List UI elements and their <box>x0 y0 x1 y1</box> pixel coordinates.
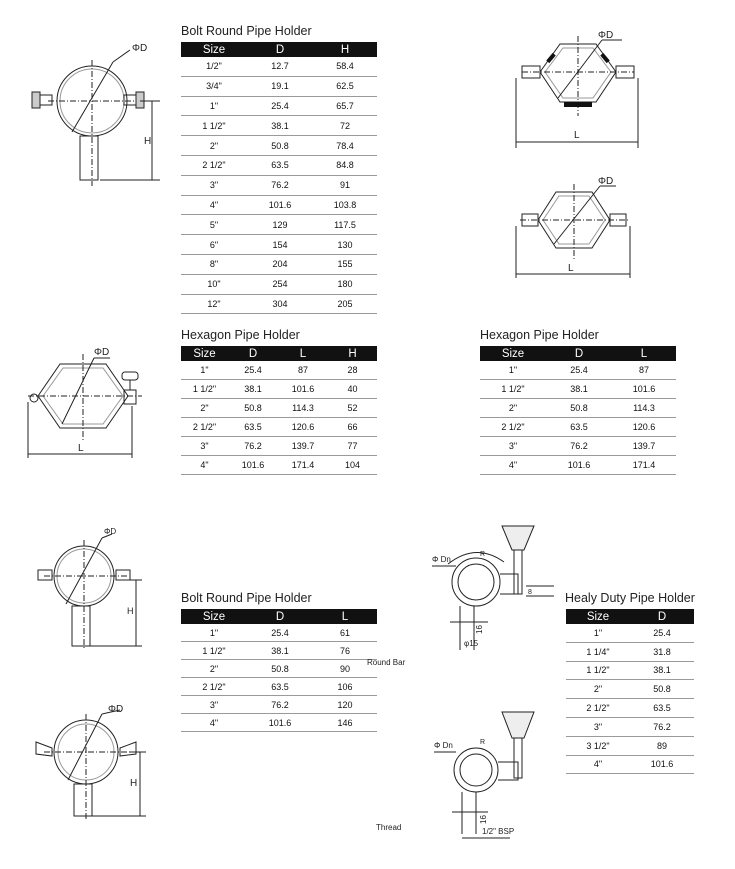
table-row <box>181 642 377 660</box>
table-cell: 25.4 <box>247 96 313 116</box>
column-header: Size <box>181 42 247 57</box>
table-cell: 4" <box>566 755 630 774</box>
table-cell: 50.8 <box>630 680 694 699</box>
table-cell: 76.2 <box>247 175 313 195</box>
table-cell: 155 <box>313 254 377 274</box>
table-cell: 77 <box>328 437 377 456</box>
table-row <box>181 678 377 696</box>
column-header: Size <box>181 346 228 361</box>
table-cell: 58.4 <box>313 57 377 76</box>
table-cell: 2" <box>181 136 247 156</box>
radius-label: R <box>480 739 486 746</box>
table-cell: 205 <box>313 294 377 314</box>
table-row <box>181 215 377 235</box>
table-cell: 76.2 <box>228 437 278 456</box>
phi-d-label: ΦD <box>598 30 614 41</box>
column-header: L <box>612 346 676 361</box>
table-row <box>566 699 694 718</box>
column-header: H <box>328 346 377 361</box>
table-cell: 106 <box>313 678 377 696</box>
table-4-title: Bolt Round Pipe Holder <box>181 591 312 605</box>
bolt-round-holder-drawing-2 <box>28 524 146 656</box>
table-cell: 117.5 <box>313 215 377 235</box>
table-row <box>566 624 694 642</box>
table-cell: 120.6 <box>278 418 328 437</box>
phi-d-label: ΦD <box>104 527 117 536</box>
table-cell: 63.5 <box>247 678 313 696</box>
table-cell: 63.5 <box>247 155 313 175</box>
table-cell: 38.1 <box>228 380 278 399</box>
table-cell: 4" <box>480 456 546 475</box>
table-cell: 101.6 <box>247 195 313 215</box>
dim-16-label: 16 <box>475 625 484 634</box>
table-row <box>181 399 377 418</box>
table-cell: 31.8 <box>630 642 694 661</box>
table-cell: 78.4 <box>313 136 377 156</box>
table-cell: 3" <box>181 696 247 714</box>
table-cell: 1 1/4" <box>566 642 630 661</box>
table-row <box>181 714 377 732</box>
table-row <box>480 380 676 399</box>
table-cell: 304 <box>247 294 313 314</box>
phi15-label: φ15 <box>464 639 479 648</box>
table-cell: 61 <box>313 624 377 642</box>
table-row <box>181 274 377 294</box>
table-cell: 76.2 <box>630 717 694 736</box>
table-cell: 25.4 <box>247 624 313 642</box>
table-3-title: Hexagon Pipe Holder <box>480 328 599 342</box>
table-cell: 72 <box>313 116 377 136</box>
round-bar-label: Round Bar <box>367 658 406 667</box>
table-cell: 91 <box>313 175 377 195</box>
column-header: Size <box>480 346 546 361</box>
table-cell: 2 1/2" <box>181 418 228 437</box>
dim-16-label: 16 <box>479 815 488 824</box>
column-header: D <box>546 346 612 361</box>
bolt-round-holder-drawing-3 <box>28 700 150 826</box>
table-row <box>181 624 377 642</box>
column-header: Size <box>566 609 630 624</box>
table-cell: 1 1/2" <box>566 661 630 680</box>
l-label: L <box>574 130 580 141</box>
table-cell: 76.2 <box>247 696 313 714</box>
table-row <box>181 235 377 255</box>
table-cell: 139.7 <box>612 437 676 456</box>
table-header-row <box>181 42 377 57</box>
table-cell: 28 <box>328 361 377 380</box>
table-cell: 50.8 <box>228 399 278 418</box>
table-2-title: Hexagon Pipe Holder <box>181 328 300 342</box>
phi-d-label: ΦD <box>94 347 110 358</box>
table-row <box>566 680 694 699</box>
table-cell: 101.6 <box>546 456 612 475</box>
table-cell: 2" <box>566 680 630 699</box>
l-label: L <box>78 443 84 454</box>
column-header: D <box>630 609 694 624</box>
table-row <box>181 136 377 156</box>
dim-8-label: 8 <box>528 589 532 596</box>
column-header: L <box>313 609 377 624</box>
table-cell: 63.5 <box>630 699 694 718</box>
column-header: D <box>247 609 313 624</box>
table-cell: 65.7 <box>313 96 377 116</box>
table-cell: 4" <box>181 456 228 475</box>
table-cell: 129 <box>247 215 313 235</box>
hexagon-holder-drawing-1 <box>508 26 646 154</box>
table-cell: 3/4" <box>181 76 247 96</box>
column-header: D <box>247 42 313 57</box>
table-row <box>181 116 377 136</box>
table-cell: 103.8 <box>313 195 377 215</box>
table-row <box>181 418 377 437</box>
table-cell: 101.6 <box>278 380 328 399</box>
table-row <box>181 456 377 475</box>
table-row <box>181 155 377 175</box>
table-cell: 101.6 <box>228 456 278 475</box>
table-cell: 114.3 <box>278 399 328 418</box>
table-cell: 101.6 <box>612 380 676 399</box>
table-cell: 3" <box>480 437 546 456</box>
table-cell: 104 <box>328 456 377 475</box>
table-row <box>480 361 676 380</box>
phi-dn-label: Φ Dn <box>432 555 451 564</box>
table-cell: 1 1/2" <box>181 380 228 399</box>
column-header: Size <box>181 609 247 624</box>
table-cell: 1 1/2" <box>181 116 247 136</box>
table-cell: 180 <box>313 274 377 294</box>
column-header: L <box>278 346 328 361</box>
table-row <box>480 399 676 418</box>
table-row <box>566 736 694 755</box>
table-cell: 8" <box>181 254 247 274</box>
table-row <box>480 437 676 456</box>
table-cell: 1" <box>566 624 630 642</box>
table-cell: 5" <box>181 215 247 235</box>
table-cell: 120 <box>313 696 377 714</box>
table-row <box>181 175 377 195</box>
table-cell: 1" <box>181 96 247 116</box>
table-row <box>566 717 694 736</box>
table-cell: 2 1/2" <box>566 699 630 718</box>
table-cell: 12" <box>181 294 247 314</box>
phi-dn-label: Φ Dn <box>434 741 453 750</box>
table-row <box>566 661 694 680</box>
table-cell: 3 1/2" <box>566 736 630 755</box>
hexagon-pipe-holder-table-2 <box>480 346 676 475</box>
table-cell: 3" <box>181 437 228 456</box>
table-cell: 89 <box>630 736 694 755</box>
bolt-round-pipe-holder-table-1 <box>181 42 377 314</box>
radius-label: R <box>480 551 486 558</box>
hexagon-holder-drawing-2 <box>508 174 638 286</box>
table-cell: 154 <box>247 235 313 255</box>
table-cell: 84.8 <box>313 155 377 175</box>
table-header-row <box>181 346 377 361</box>
table-cell: 25.4 <box>546 361 612 380</box>
table-row <box>181 380 377 399</box>
column-header: D <box>228 346 278 361</box>
table-row <box>480 456 676 475</box>
table-row <box>181 437 377 456</box>
phi-d-label: ΦD <box>132 43 148 54</box>
table-cell: 254 <box>247 274 313 294</box>
table-header-row <box>181 609 377 624</box>
bolt-round-pipe-holder-table-2 <box>181 609 377 732</box>
heavy-duty-holder-round-bar-drawing <box>430 522 556 658</box>
table-row <box>181 361 377 380</box>
l-label: L <box>568 263 574 274</box>
table-cell: 63.5 <box>228 418 278 437</box>
table-cell: 204 <box>247 254 313 274</box>
table-cell: 38.1 <box>630 661 694 680</box>
hexagon-pipe-holder-table-1 <box>181 346 377 475</box>
table-cell: 2 1/2" <box>181 155 247 175</box>
table-cell: 25.4 <box>228 361 278 380</box>
table-cell: 12.7 <box>247 57 313 76</box>
table-cell: 4" <box>181 195 247 215</box>
table-cell: 146 <box>313 714 377 732</box>
table-cell: 76 <box>313 642 377 660</box>
table-cell: 2" <box>480 399 546 418</box>
table-cell: 1 1/2" <box>181 642 247 660</box>
h-label: H <box>130 778 138 789</box>
bsp-label: 1/2" BSP <box>482 827 515 836</box>
table-row <box>181 696 377 714</box>
phi-d-label: ΦD <box>598 176 614 187</box>
table-cell: 3" <box>566 717 630 736</box>
table-1-title: Bolt Round Pipe Holder <box>181 24 312 38</box>
table-row <box>181 660 377 678</box>
table-cell: 139.7 <box>278 437 328 456</box>
hexagon-wingnut-holder-drawing <box>24 342 148 462</box>
table-header-row <box>566 609 694 624</box>
table-cell: 87 <box>612 361 676 380</box>
table-cell: 10" <box>181 274 247 294</box>
table-cell: 50.8 <box>546 399 612 418</box>
table-cell: 76.2 <box>546 437 612 456</box>
table-cell: 25.4 <box>630 624 694 642</box>
table-cell: 1/2" <box>181 57 247 76</box>
table-cell: 4" <box>181 714 247 732</box>
table-cell: 1 1/2" <box>480 380 546 399</box>
table-cell: 50.8 <box>247 660 313 678</box>
table-cell: 38.1 <box>247 116 313 136</box>
table-cell: 1" <box>181 624 247 642</box>
table-cell: 3" <box>181 175 247 195</box>
table-cell: 114.3 <box>612 399 676 418</box>
table-cell: 38.1 <box>247 642 313 660</box>
table-5-title: Healy Duty Pipe Holder <box>565 591 695 605</box>
table-cell: 130 <box>313 235 377 255</box>
h-label: H <box>127 606 134 616</box>
table-row <box>181 57 377 76</box>
phi-d-label: ΦD <box>108 704 124 715</box>
table-cell: 101.6 <box>630 755 694 774</box>
bolt-round-holder-drawing-1 <box>28 36 162 194</box>
table-row <box>480 418 676 437</box>
table-cell: 2" <box>181 660 247 678</box>
table-cell: 63.5 <box>546 418 612 437</box>
table-cell: 2 1/2" <box>181 678 247 696</box>
table-cell: 2 1/2" <box>480 418 546 437</box>
table-cell: 62.5 <box>313 76 377 96</box>
table-cell: 52 <box>328 399 377 418</box>
healy-duty-pipe-holder-table <box>566 609 694 774</box>
table-cell: 101.6 <box>247 714 313 732</box>
table-cell: 90 <box>313 660 377 678</box>
thread-label: Thread <box>376 823 402 832</box>
table-cell: 120.6 <box>612 418 676 437</box>
table-cell: 19.1 <box>247 76 313 96</box>
h-label: H <box>144 136 152 147</box>
table-cell: 66 <box>328 418 377 437</box>
table-cell: 171.4 <box>612 456 676 475</box>
table-row <box>181 195 377 215</box>
column-header: H <box>313 42 377 57</box>
table-cell: 6" <box>181 235 247 255</box>
table-row <box>566 642 694 661</box>
table-row <box>181 96 377 116</box>
table-cell: 1" <box>181 361 228 380</box>
table-row <box>181 76 377 96</box>
table-row <box>181 254 377 274</box>
heavy-duty-holder-thread-drawing <box>432 708 560 846</box>
table-cell: 87 <box>278 361 328 380</box>
table-row <box>181 294 377 314</box>
table-cell: 38.1 <box>546 380 612 399</box>
table-header-row <box>480 346 676 361</box>
table-cell: 171.4 <box>278 456 328 475</box>
table-cell: 2" <box>181 399 228 418</box>
table-cell: 50.8 <box>247 136 313 156</box>
table-row <box>566 755 694 774</box>
table-cell: 40 <box>328 380 377 399</box>
table-cell: 1" <box>480 361 546 380</box>
